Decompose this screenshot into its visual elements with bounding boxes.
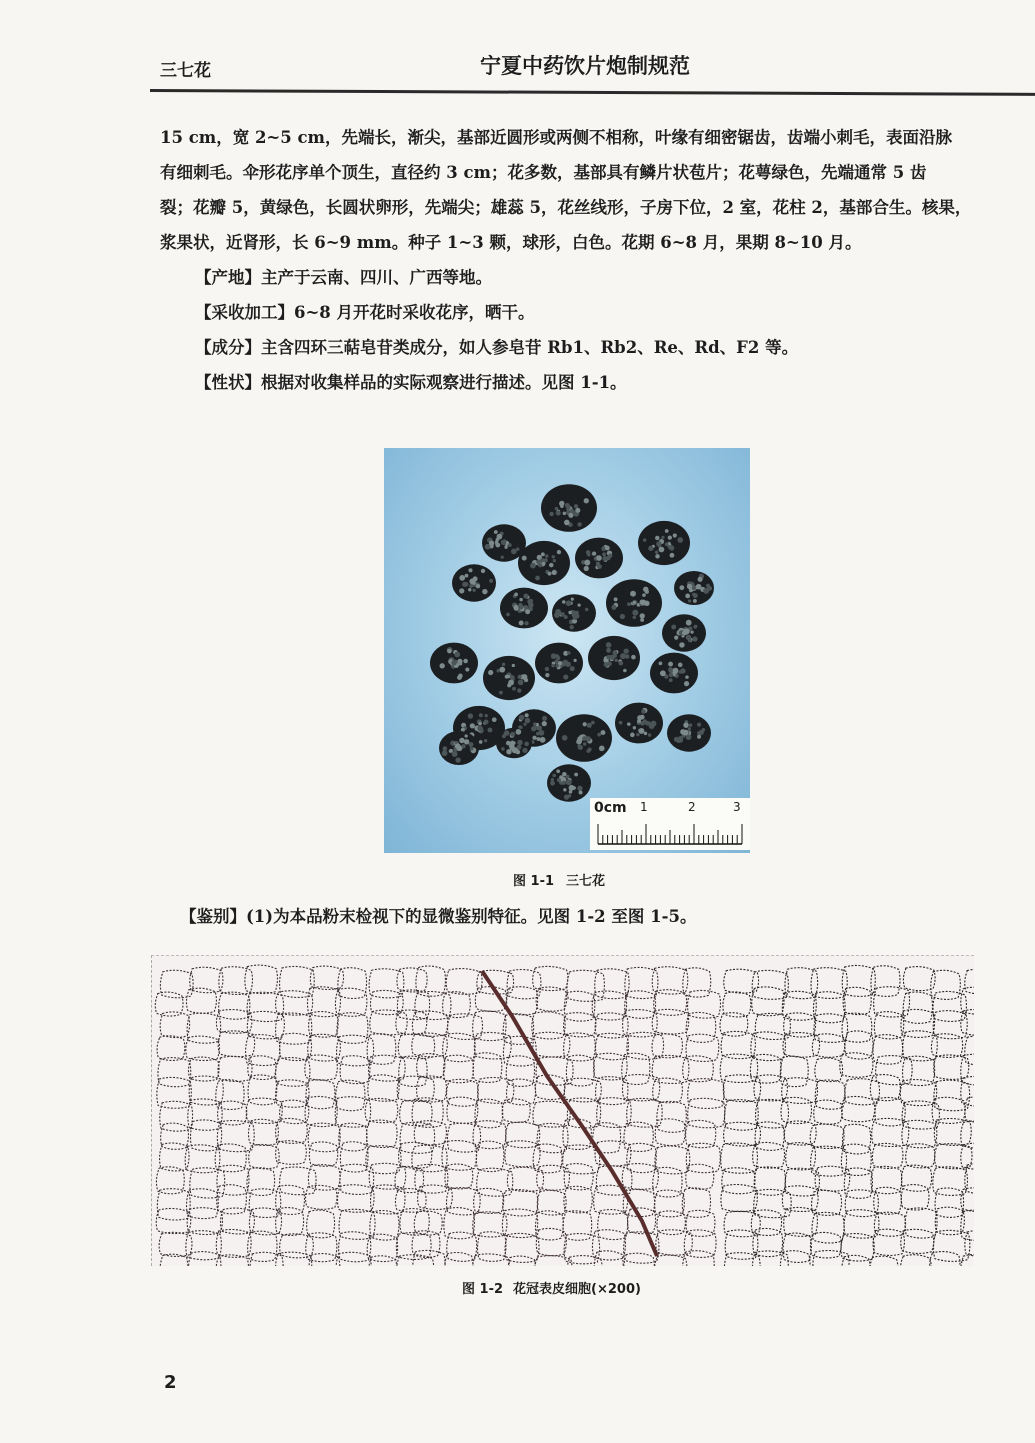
flower-clusters-image xyxy=(384,448,750,853)
section-heading: 【性状】 xyxy=(195,373,261,392)
section-harvest xyxy=(195,295,985,330)
section-characteristics xyxy=(195,365,985,400)
ruler-tick-label: 1 xyxy=(640,800,648,814)
page-number: 2 xyxy=(164,1372,177,1393)
section-text: 6~8 月开花时采收花序，晒干。 xyxy=(294,303,535,322)
epidermal-cells-image xyxy=(152,956,974,1266)
section-heading: 【产地】 xyxy=(195,268,261,287)
caption-title: 三七花 xyxy=(566,874,606,889)
section-text: 主产于云南、四川、广西等地。 xyxy=(261,268,492,287)
section-text: 根据对收集样品的实际观察进行描述。见图 1-1。 xyxy=(261,373,627,392)
body-line: 裂；花瓣 5，黄绿色，长圆状卵形，先端尖；雄蕊 5，花丝线形，子房下位，2 室，花柱 2，基部合生。核果， xyxy=(160,198,972,217)
figure-1-photo xyxy=(384,448,750,853)
ruler-label: 0cm xyxy=(594,800,627,816)
body-line: 有细刺毛。伞形花序单个顶生，直径约 3 cm；花多数，基部具有鳞片状苞片；花萼绿色，先端通常 5 齿 xyxy=(160,163,927,182)
section-origin xyxy=(195,260,985,295)
section-heading: 【采收加工】 xyxy=(195,303,294,322)
figure-2-micrograph xyxy=(151,955,974,1266)
body-line: 15 cm，宽 2~5 cm，先端长，渐尖，基部近圆形或两侧不相称，叶缘有细密锯齿，齿端小刺毛，表面沿脉 xyxy=(160,128,952,147)
section-heading: 【成分】 xyxy=(195,338,261,357)
body-line: 浆果状，近肾形，长 6~9 mm。种子 1~3 颗，球形，白色。花期 6~8 月，果期 8~10 月。 xyxy=(160,233,862,252)
section-heading: 【鉴别】 xyxy=(180,907,246,926)
section-composition xyxy=(195,330,985,365)
body-text xyxy=(160,120,985,400)
figure-2-caption xyxy=(462,1278,641,1297)
ruler-tick-label: 3 xyxy=(733,800,741,814)
figure-1-caption xyxy=(513,870,605,889)
header-rule xyxy=(150,89,1035,96)
section-text: (1)为本品粉末检视下的显微鉴别特征。见图 1-2 至图 1-5。 xyxy=(246,907,697,926)
ruler-tick-label: 2 xyxy=(688,800,696,814)
running-header-book-title: 宁夏中药饮片炮制规范 xyxy=(480,54,690,78)
running-header-section: 三七花 xyxy=(160,61,211,81)
caption-title: 花冠表皮细胞(×200) xyxy=(513,1282,641,1297)
identification-paragraph xyxy=(180,903,980,927)
caption-number: 图 1-1 xyxy=(513,874,555,889)
section-text: 主含四环三萜皂苷类成分，如人参皂苷 Rb1、Rb2、Re、Rd、F2 等。 xyxy=(261,338,799,357)
caption-number: 图 1-2 xyxy=(462,1282,504,1297)
